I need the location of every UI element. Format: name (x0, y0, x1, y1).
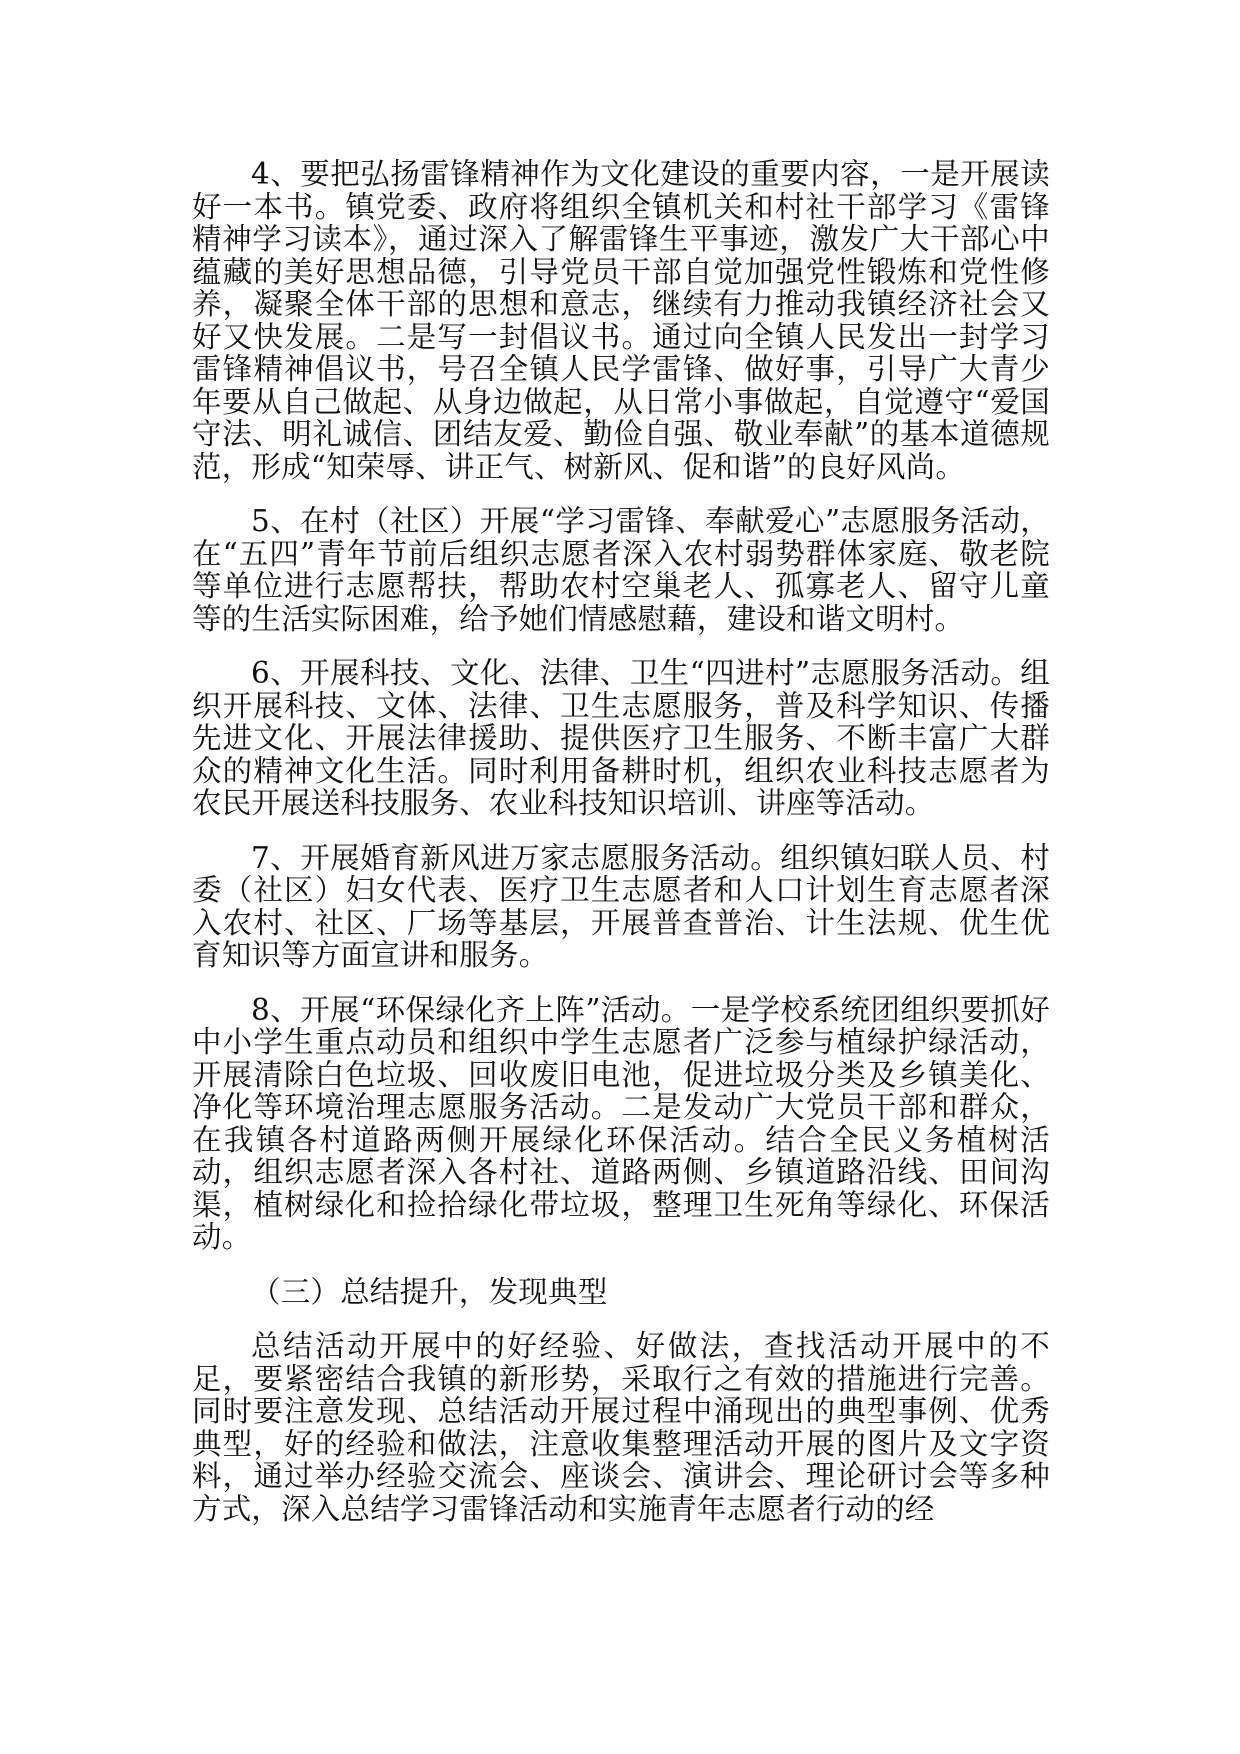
paragraph-item-4: 4、要把弘扬雷锋精神作为文化建设的重要内容，一是开展读好一本书。镇党委、政府将组织全镇机关和村社干部学习《雷锋精神学习读本》，通过深入了解雷锋生平事迹，激发广大干部心中蕴藏的美好思想品德，引导党员干部自觉加强党性锻炼和党性修养，凝聚全体干部的思想和意志，继续有力推动我镇经济社会又好又快发展。二是写一封倡议书。通过向全镇人民发出一封学习雷锋精神倡议书，号召全镇人民学雷锋、做好事，引导广大青少年要从自己做起、从身边做起，从日常小事做起，自觉遵守“爱国守法、明礼诚信、团结友爱、勤俭自强、敬业奉献”的基本道德规范，形成“知荣辱、讲正气、树新风、促和谐”的良好风尚。 (192, 157, 1050, 484)
paragraph-item-5: 5、在村（社区）开展“学习雷锋、奉献爱心”志愿服务活动，在“五四”青年节前后组织志愿者深入农村弱势群体家庭、敬老院等单位进行志愿帮扶，帮助农村空巢老人、孤寡老人、留守儿童等的生活实际困难，给予她们情感慰藉，建设和谐文明村。 (192, 504, 1050, 636)
document-body (192, 158, 1050, 1547)
paragraph-item-8: 8、开展“环保绿化齐上阵”活动。一是学校系统团组织要抓好中小学生重点动员和组织中学生志愿者广泛参与植绿护绿活动，开展清除白色垃圾、回收废旧电池，促进垃圾分类及乡镇美化、净化等环境治理志愿服务活动。二是发动广大党员干部和群众，在我镇各村道路两侧开展绿化环保活动。结合全民义务植树活动，组织志愿者深入各村社、道路两侧、乡镇道路沿线、田间沟渠，植树绿化和捡拾绿化带垃圾，整理卫生死角等绿化、环保活动。 (192, 992, 1050, 1254)
closing-paragraph: 总结活动开展中的好经验、好做法，查找活动开展中的不足，要紧密结合我镇的新形势，采取行之有效的措施进行完善。同时要注意发现、总结活动开展过程中涌现出的典型事例、优秀典型，好的经验和做法，注意收集整理活动开展的图片及文字资料，通过举办经验交流会、座谈会、演讲会、理论研讨会等多种方式，深入总结学习雷锋活动和实施青年志愿者行动的经 (192, 1329, 1050, 1526)
paragraph-item-6: 6、开展科技、文化、法律、卫生“四进村”志愿服务活动。组织开展科技、文体、法律、卫生志愿服务，普及科学知识、传播先进文化、开展法律援助、提供医疗卫生服务、不断丰富广大群众的精神文化生活。同时利用备耕时机，组织农业科技志愿者为农民开展送科技服务、农业科技知识培训、讲座等活动。 (192, 656, 1050, 820)
section-heading: （三）总结提升，发现典型 (251, 1274, 608, 1309)
paragraph-item-7: 7、开展婚育新风进万家志愿服务活动。组织镇妇联人员、村委（社区）妇女代表、医疗卫生志愿者和人口计划生育志愿者深入农村、社区、厂场等基层，开展普查普治、计生法规、优生优育知识等方面宣讲和服务。 (192, 840, 1050, 972)
